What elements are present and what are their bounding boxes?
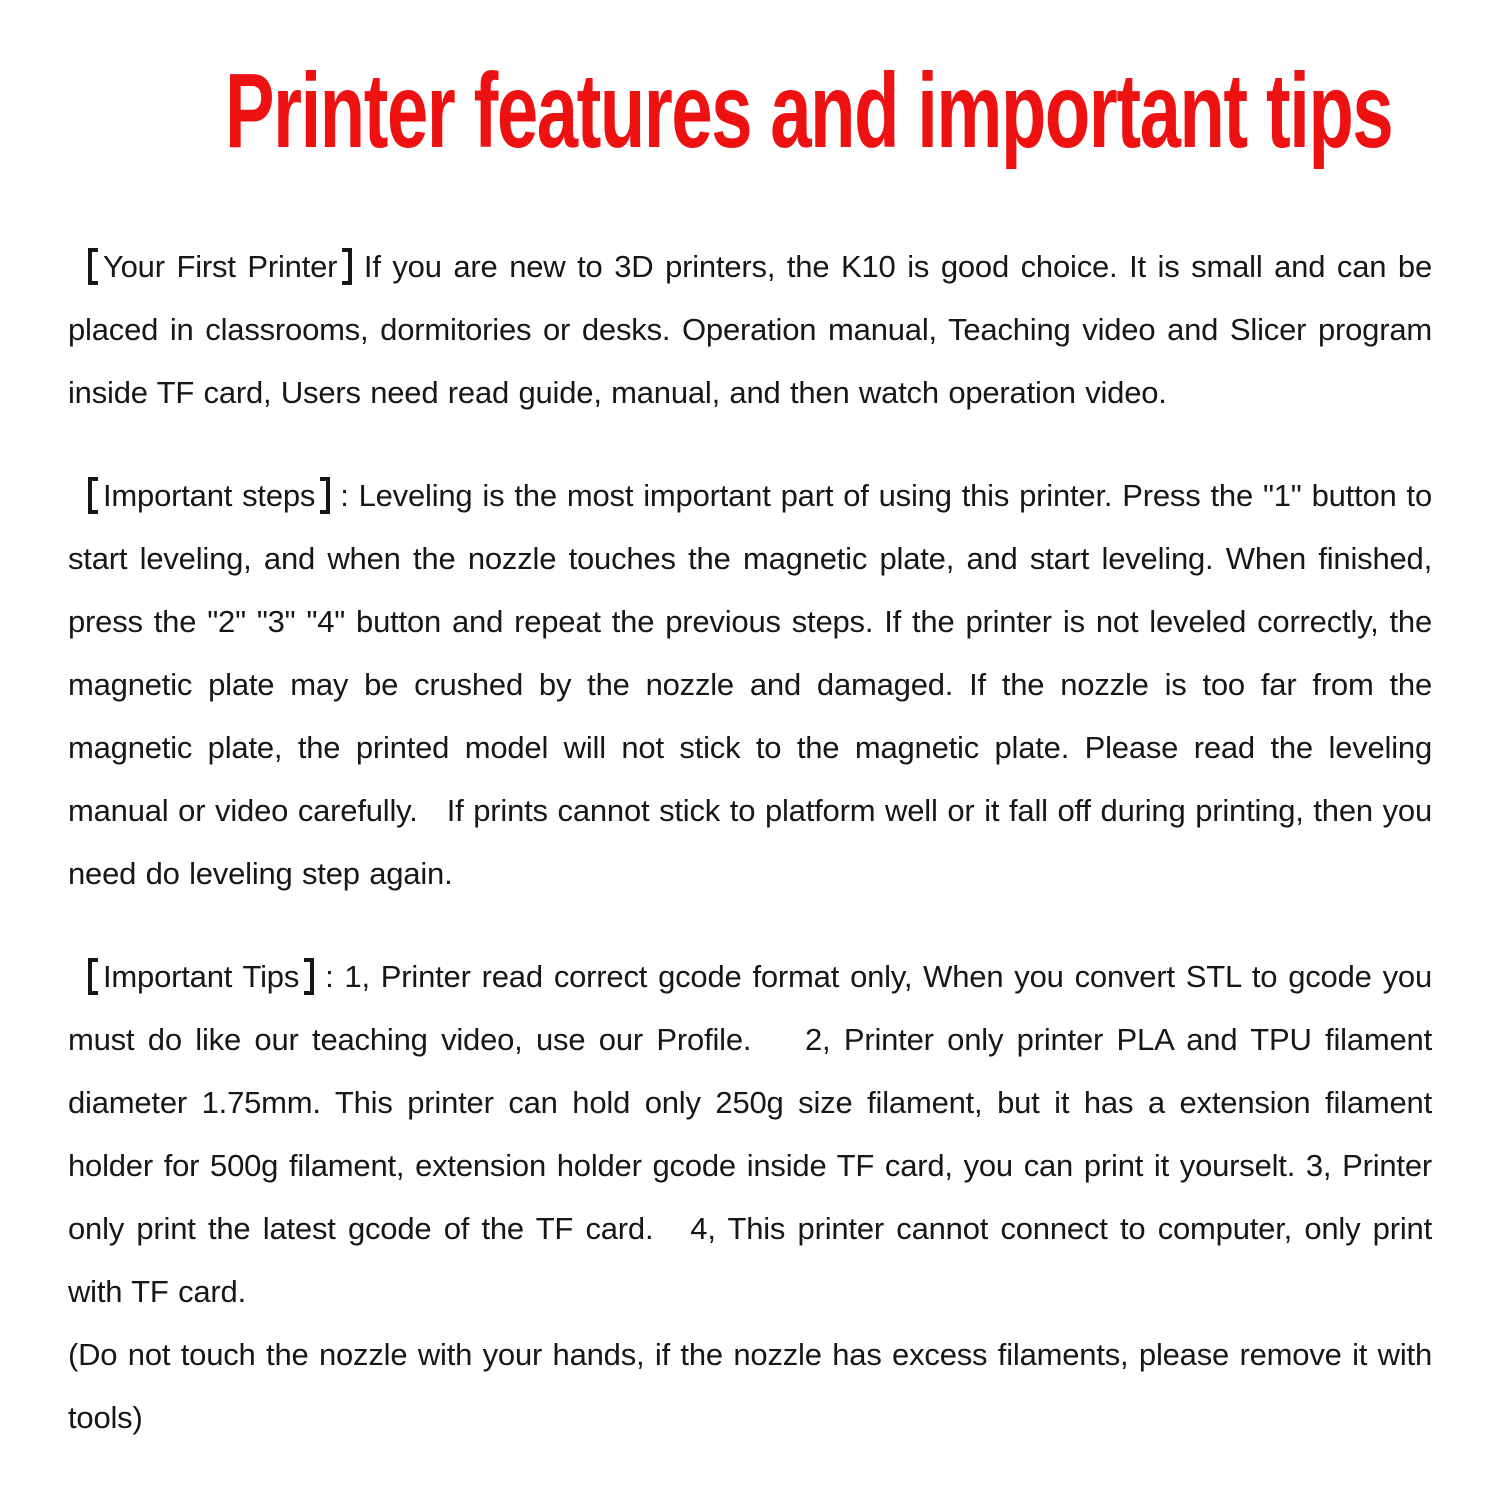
paragraph: Important steps : Leveling is the most important part of using this printer. Press the "1" button to start leveling, and when the nozzle touches the magnetic plate, and start leveling. When finished, press the "2" "3" "4" button and repeat the previous steps. If the printer is not leveled correctly, the magnetic plate may be crushed by the nozzle and damaged. If the nozzle is too far from the magnetic plate, the printed model will not stick to the magnetic plate. Please read the leveling manual or video carefully. If prints cannot stick to platform well or it fall off during printing, then you need do leveling step again. (68, 477, 1432, 891)
paragraph: Your First Printer If you are new to 3D printers, the K10 is good choice. It is small and can be placed in classrooms, dormitories or desks. Operation manual, Teaching video and Slicer program inside TF card, Users need read guide, manual, and then watch operation video. (68, 248, 1432, 410)
paragraph-label: Your First Printer (103, 248, 338, 284)
paragraph: (Do not touch the nozzle with your hands, if the nozzle has excess filaments, please remove it with tools) (68, 1336, 1432, 1435)
right-lenticular-bracket-icon (320, 477, 330, 514)
left-lenticular-bracket-icon (88, 958, 98, 995)
paragraph-label: Important steps (103, 477, 316, 513)
right-lenticular-bracket-icon (304, 958, 314, 995)
left-lenticular-bracket-icon (88, 477, 98, 514)
paragraph-label: Important Tips (103, 958, 300, 994)
paragraph: Important Tips : 1, Printer read correct gcode format only, When you convert STL to gcode you must do like our teaching video, use our Profile. 2, Printer only printer PLA and TPU filament diameter 1.75mm. This printer can hold only 250g size filament, but it has a extension filament holder for 500g filament, extension holder gcode inside TF card, you can print it yourselt. 3, Printer only print the latest gcode of the TF card. 4, This printer cannot connect to computer, only print with TF card. (68, 958, 1432, 1309)
page-title: Printer features and important tips (225, 52, 1393, 170)
left-lenticular-bracket-icon (88, 248, 98, 285)
paragraphs (0, 235, 1500, 1449)
right-lenticular-bracket-icon (342, 248, 352, 285)
